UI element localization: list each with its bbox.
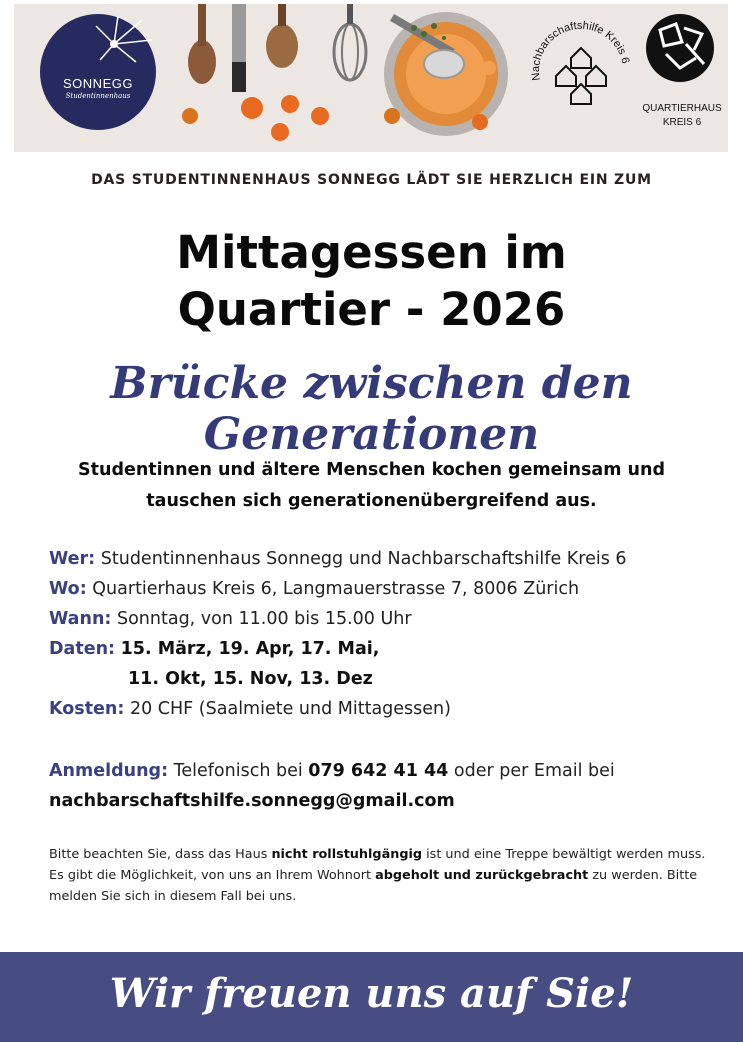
star-burst-icon bbox=[40, 14, 156, 74]
anmeldung-text-1: Telefonisch bei bbox=[173, 761, 303, 781]
registration-line bbox=[49, 756, 729, 786]
info-daten bbox=[49, 634, 729, 664]
wann-label: Wann: bbox=[49, 609, 112, 629]
wann-value: Sonntag, von 11.00 bis 15.00 Uhr bbox=[116, 609, 412, 629]
info-wann bbox=[49, 604, 729, 634]
email-line bbox=[49, 786, 729, 816]
note-1-text-c: ist und eine Treppe bewältigt werden muss. bbox=[426, 847, 706, 862]
wo-label: Wo: bbox=[49, 579, 87, 599]
qh-line-2: KREIS 6 bbox=[662, 117, 702, 128]
kosten-label: Kosten: bbox=[49, 699, 125, 719]
page-title bbox=[0, 224, 743, 338]
note-pickup bbox=[49, 865, 709, 907]
sonnegg-logo bbox=[40, 14, 156, 130]
email-link[interactable]: nachbarschaftshilfe.sonnegg@gmail.com bbox=[49, 791, 455, 811]
phone-number[interactable]: 079 642 41 44 bbox=[308, 761, 449, 781]
whisk-icon bbox=[334, 4, 366, 80]
sonnegg-logo-name: SONNEGG bbox=[63, 76, 133, 91]
anmeldung-text-2: oder per Email bei bbox=[453, 761, 615, 781]
daten-line-2: 11. Okt, 15. Nov, 13. Dez bbox=[128, 669, 373, 689]
invite-line: DAS STUDENTINNENHAUS SONNEGG LÄDT SIE HERZLICH EIN ZUM bbox=[91, 172, 652, 188]
title-line-2: Quartier - 2026 bbox=[177, 283, 566, 336]
info-daten-cont bbox=[49, 664, 729, 694]
nachbarschaftshilfe-logo bbox=[526, 14, 636, 126]
note-2-bold: abgeholt und zurückgebracht bbox=[375, 868, 589, 883]
daten-line-1: 15. März, 19. Apr, 17. Mai, bbox=[120, 639, 380, 659]
lead-text: Studentinnen und ältere Menschen kochen gemeinsam und tauschen sich generationenübergreifend aus. bbox=[78, 460, 665, 511]
note-1-text-a: Bitte beachten Sie, dass das Haus bbox=[49, 847, 268, 862]
knife-icon bbox=[232, 4, 246, 92]
note-2-text-c: zu werden. Bitte melden Sie sich in diesem Fall bei uns. bbox=[49, 868, 698, 904]
registration bbox=[49, 756, 729, 816]
title-line-1: Mittagessen im bbox=[176, 226, 567, 279]
footer-band bbox=[0, 952, 743, 1042]
tagline: Brücke zwischen den Generationen bbox=[110, 358, 633, 460]
note-accessibility bbox=[49, 844, 709, 865]
brush-icon bbox=[266, 4, 298, 68]
info-wo bbox=[49, 574, 729, 604]
wo-value: Quartierhaus Kreis 6, Langmauerstrasse 7, 8006 Zürich bbox=[92, 579, 580, 599]
wer-label: Wer: bbox=[49, 549, 96, 569]
footer-text: Wir freuen uns auf Sie! bbox=[109, 970, 634, 1017]
nachbarschaftshilfe-arc-text: Nachbarschaftshilfe Kreis 6 bbox=[529, 19, 632, 82]
wer-value: Studentinnenhaus Sonnegg und Nachbarschaftshilfe Kreis 6 bbox=[100, 549, 627, 569]
qh-line-1: QUARTIERHAUS bbox=[642, 103, 722, 114]
note-1-bold: nicht rollstuhlgängig bbox=[271, 847, 423, 862]
wooden-spoon-icon bbox=[188, 4, 216, 84]
info-wer bbox=[49, 544, 729, 574]
anmeldung-label: Anmeldung: bbox=[49, 761, 169, 781]
svg-text:Nachbarschaftshilfe Kreis 6 bbox=[530, 20, 631, 81]
header-banner bbox=[14, 4, 728, 152]
quartierhaus-logo bbox=[642, 14, 722, 144]
houses-icon bbox=[556, 48, 606, 104]
event-info bbox=[49, 544, 729, 724]
notes bbox=[49, 844, 709, 907]
qh-monogram-icon bbox=[646, 14, 714, 82]
kosten-value: 20 CHF (Saalmiete und Mittagessen) bbox=[129, 699, 451, 719]
info-kosten bbox=[49, 694, 729, 724]
note-2-text-a: Es gibt die Möglichkeit, von uns an Ihrem Wohnort bbox=[49, 868, 372, 883]
sonnegg-logo-subtitle: Studentinnenhaus bbox=[65, 92, 131, 100]
daten-label: Daten: bbox=[49, 639, 116, 659]
